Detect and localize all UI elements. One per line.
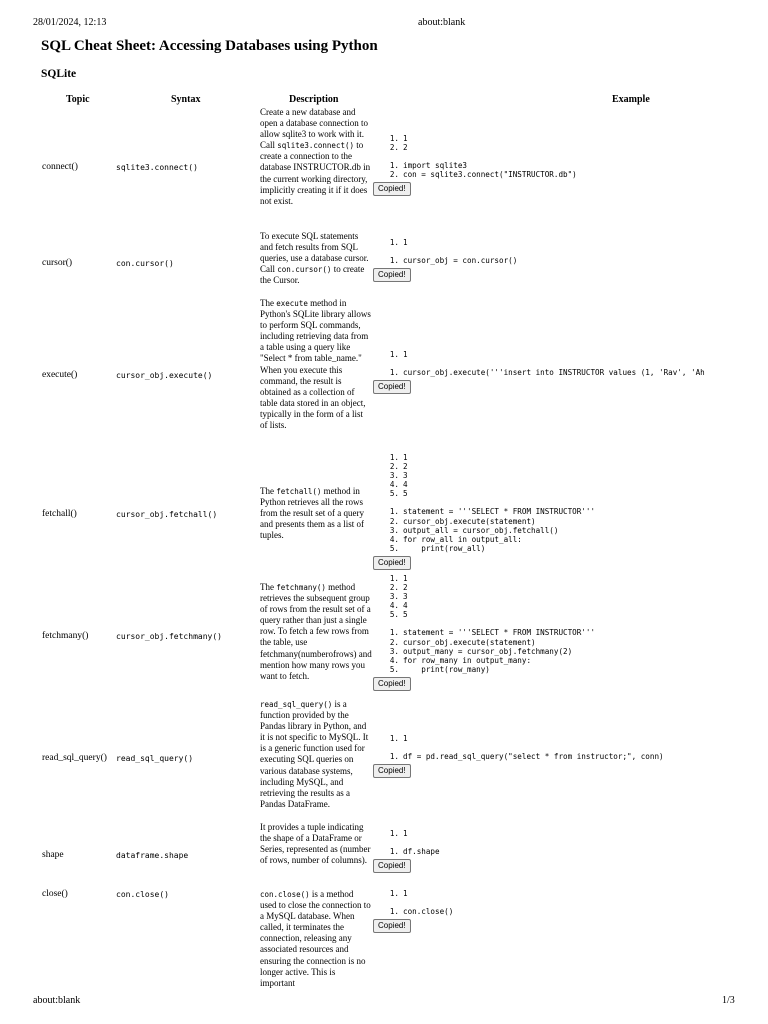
line-number-row: 1. 1	[382, 134, 752, 143]
line-number-row: 5. 5	[382, 610, 752, 619]
copy-button[interactable]: Copied!	[373, 677, 411, 691]
code-line	[382, 656, 752, 665]
row-description: read_sql_query() is a function provided by the Pandas library in Python, and it is not specific to MySQL. It is a generic function used for executing SQL queries on various database systems, including MySQL, and retrieving the results as a Pandas DataFrame.	[260, 699, 369, 809]
code-line-number: 1.	[389, 368, 399, 378]
code-line-number: 5.	[389, 664, 399, 674]
row-description: To execute SQL statements and fetch results from SQL queries, use a database cursor. Call con.cursor() to create the Cursor.	[260, 231, 369, 286]
row-syntax: cursor_obj.fetchall()	[116, 510, 218, 519]
code-line-number: 1.	[389, 161, 399, 171]
line-number-row: 2. 2	[382, 462, 752, 471]
row-topic: fetchmany()	[42, 631, 89, 641]
line-number: 1.	[389, 134, 399, 143]
row-topic: read_sql_query()	[42, 753, 107, 763]
code-line	[382, 752, 752, 761]
code-text: for row_all in output_all:	[403, 534, 522, 544]
line-number: 2.	[389, 143, 399, 153]
code-line	[382, 665, 752, 674]
code-gap	[382, 838, 752, 847]
row-syntax: cursor_obj.execute()	[116, 371, 213, 380]
row-example	[378, 238, 752, 282]
line-number: 3.	[389, 592, 399, 602]
row-example	[378, 829, 752, 873]
code-line-number: 1.	[389, 628, 399, 638]
line-number-row: 1. 1	[382, 829, 752, 838]
code-line-number: 3.	[389, 525, 399, 535]
line-number-row: 1. 1	[382, 453, 752, 462]
code-line-number: 1.	[389, 752, 399, 762]
code-text: output_many = cursor_obj.fetchmany(2)	[403, 646, 573, 656]
row-example	[378, 453, 752, 570]
line-number-row: 1. 1	[382, 574, 752, 583]
code-gap	[382, 898, 752, 907]
code-line-number: 5.	[389, 543, 399, 553]
code-line	[382, 507, 752, 516]
code-line	[382, 847, 752, 856]
line-number: 1.	[389, 350, 399, 359]
code-line-number: 3.	[389, 646, 399, 656]
row-syntax: cursor_obj.fetchmany()	[116, 632, 222, 641]
line-number-row: 3. 3	[382, 471, 752, 480]
row-description: The fetchall() method in Python retrieves all the rows from the result set of a query and presents them as a list of tuples.	[260, 486, 364, 541]
code-text: cursor_obj = con.cursor()	[403, 256, 518, 266]
code-line	[382, 170, 752, 179]
code-gap	[382, 743, 752, 752]
line-number: 4.	[389, 480, 399, 490]
code-text: df = pd.read_sql_query("select * from instructor;", conn)	[403, 752, 664, 762]
copy-button[interactable]: Copied!	[373, 764, 411, 778]
code-text: print(row_all)	[403, 543, 486, 553]
copy-button[interactable]: Copied!	[373, 268, 411, 282]
row-description: It provides a tuple indicating the shape of a DataFrame or Series, represented as (number of rows, number of columns).	[260, 822, 371, 866]
code-text: output_all = cursor_obj.fetchall()	[403, 525, 559, 535]
code-line	[382, 628, 752, 637]
row-syntax: sqlite3.connect()	[116, 163, 198, 172]
line-number: 2.	[389, 583, 399, 593]
line-number-row: 2. 2	[382, 583, 752, 592]
copy-button[interactable]: Copied!	[373, 919, 411, 933]
code-gap	[382, 247, 752, 256]
code-line	[382, 907, 752, 916]
line-number: 1.	[389, 889, 399, 898]
code-text: cursor_obj.execute(statement)	[403, 637, 536, 647]
code-text: statement = '''SELECT * FROM INSTRUCTOR'''	[403, 628, 596, 638]
row-topic: fetchall()	[42, 509, 77, 519]
line-number: 1.	[389, 574, 399, 583]
column-header-example: Example	[612, 94, 650, 105]
code-line-number: 1.	[389, 507, 399, 517]
copy-button[interactable]: Copied!	[373, 859, 411, 873]
line-number: 1.	[389, 734, 399, 743]
row-syntax: con.cursor()	[116, 259, 174, 268]
row-syntax: con.close()	[116, 890, 169, 899]
line-number: 2.	[389, 462, 399, 472]
code-line-number: 1.	[389, 907, 399, 917]
code-gap	[382, 619, 752, 628]
row-topic: connect()	[42, 162, 78, 172]
line-number: 3.	[389, 471, 399, 481]
code-gap	[382, 359, 752, 368]
column-header-description: Description	[289, 94, 339, 105]
copy-button[interactable]: Copied!	[373, 380, 411, 394]
code-line-number: 2.	[389, 516, 399, 526]
code-text: cursor_obj.execute(statement)	[403, 516, 536, 526]
copy-button[interactable]: Copied!	[373, 182, 411, 196]
code-line-number: 4.	[389, 655, 399, 665]
page-title: SQL Cheat Sheet: Accessing Databases using Python	[41, 38, 378, 54]
column-header-syntax: Syntax	[171, 94, 201, 105]
column-header-topic: Topic	[66, 94, 90, 105]
code-line	[382, 544, 752, 553]
print-footer-url: about:blank	[33, 995, 81, 1006]
print-header-datetime: 28/01/2024, 12:13	[33, 17, 107, 28]
code-text: con = sqlite3.connect("INSTRUCTOR.db")	[403, 170, 577, 180]
code-line	[382, 368, 752, 377]
row-topic: cursor()	[42, 258, 73, 268]
row-description: con.close() is a method used to close the connection to a MySQL database. When called, it terminates the connection, releasing any associated resources and ensuring the connection is no longer active. This is important	[260, 889, 371, 988]
code-line	[382, 647, 752, 656]
code-gap	[382, 152, 752, 161]
row-example	[378, 134, 752, 196]
row-topic: shape	[42, 850, 64, 860]
code-text: print(row_many)	[403, 664, 490, 674]
line-number-row: 4. 4	[382, 601, 752, 610]
line-number-row: 4. 4	[382, 480, 752, 489]
print-header-url: about:blank	[418, 17, 466, 28]
code-line	[382, 517, 752, 526]
code-text: for row_many in output_many:	[403, 655, 532, 665]
row-syntax: dataframe.shape	[116, 851, 189, 860]
code-line-number: 2.	[389, 170, 399, 180]
line-number: 1.	[389, 829, 399, 838]
code-gap	[382, 498, 752, 507]
line-number-row: 2. 2	[382, 143, 752, 152]
code-line-number: 2.	[389, 637, 399, 647]
row-example	[378, 574, 752, 691]
code-line	[382, 526, 752, 535]
row-description: The fetchmany() method retrieves the subsequent group of rows from the result set of a query rather than just a single row. To fetch a few rows from the table, use fetchmany(numberofrows) and mention how many rows you want to fetch.	[260, 582, 372, 681]
code-line-number: 1.	[389, 256, 399, 266]
line-number-row: 5. 5	[382, 489, 752, 498]
code-line	[382, 535, 752, 544]
row-description: Create a new database and open a database connection to allow sqlite3 to work with it. Call sqlite3.connect() to create a connection to the database INSTRUCTOR.db in the current working directory, implicitly creating it if it does not exist.	[260, 107, 371, 206]
print-footer-page-number: 1/3	[722, 995, 735, 1006]
code-text: import sqlite3	[403, 161, 468, 171]
row-description: The execute method in Python's SQLite library allows to perform SQL commands, including retrieving data from a table using a query like "Select * from table_name." When you execute this command, the result is obtained as a collection of table data stored in an object, typically in the form of a list of lists.	[260, 298, 371, 431]
code-line-number: 1.	[389, 847, 399, 857]
line-number: 5.	[389, 610, 399, 620]
line-number-row: 1. 1	[382, 889, 752, 898]
copy-button[interactable]: Copied!	[373, 556, 411, 570]
line-number-row: 1. 1	[382, 734, 752, 743]
line-number-row: 1. 1	[382, 350, 752, 359]
row-topic: execute()	[42, 370, 78, 380]
line-number-row: 3. 3	[382, 592, 752, 601]
line-number: 1.	[389, 453, 399, 462]
row-syntax: read_sql_query()	[116, 754, 194, 763]
code-line	[382, 256, 752, 265]
code-line	[382, 638, 752, 647]
section-heading-sqlite: SQLite	[41, 68, 77, 80]
code-text: con.close()	[403, 907, 454, 917]
row-example	[378, 889, 752, 933]
row-example	[378, 350, 752, 394]
row-topic: close()	[42, 889, 68, 899]
row-example	[378, 734, 752, 778]
line-number-row: 1. 1	[382, 238, 752, 247]
code-line-number: 4.	[389, 534, 399, 544]
code-text: cursor_obj.execute('''insert into INSTRUCTOR values (1, 'Rav', 'Ah	[403, 368, 705, 378]
line-number: 1.	[389, 238, 399, 247]
code-line	[382, 161, 752, 170]
code-text: statement = '''SELECT * FROM INSTRUCTOR'''	[403, 507, 596, 517]
code-text: df.shape	[403, 847, 440, 857]
line-number: 5.	[389, 489, 399, 499]
line-number: 4.	[389, 601, 399, 611]
